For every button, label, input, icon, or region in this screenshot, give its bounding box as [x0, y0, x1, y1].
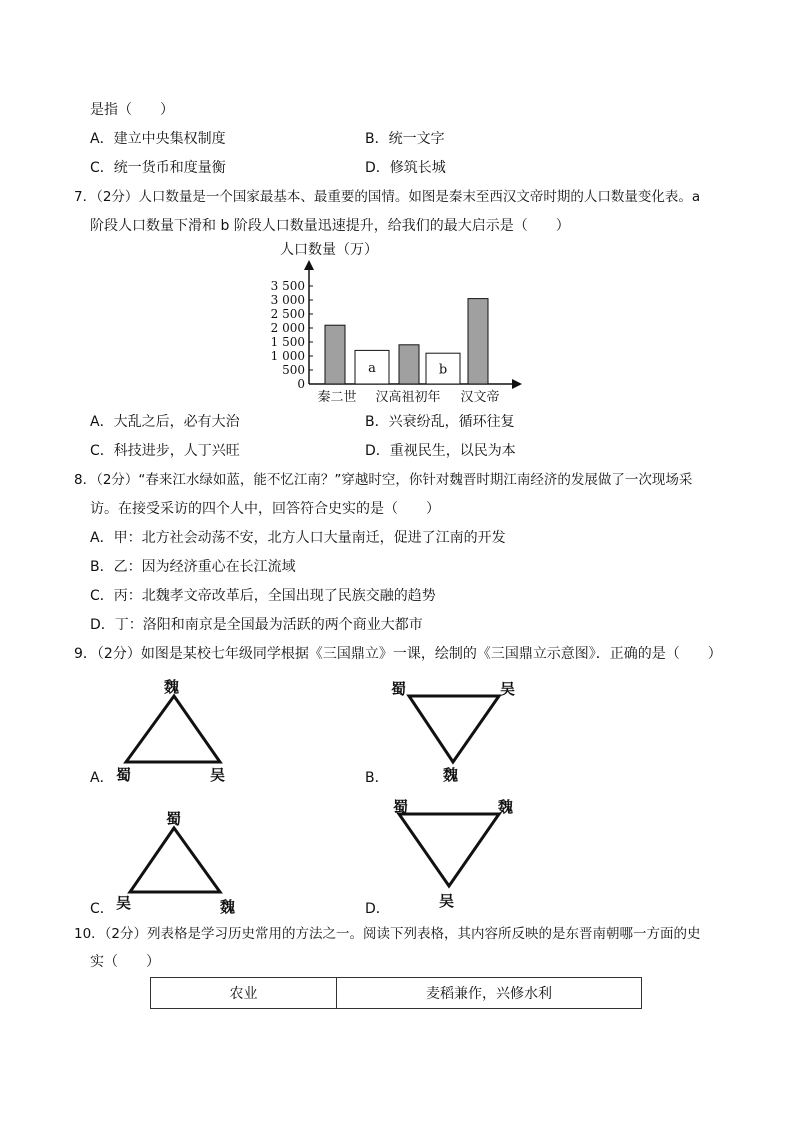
stage-label-b: b: [438, 362, 448, 378]
q9-a-right-label: 吴: [210, 766, 226, 784]
q7-option-d[interactable]: D．重视民生，以民为本: [365, 443, 516, 459]
bar-汉高祖初年: [399, 345, 419, 384]
y-tick-label: 0: [297, 377, 305, 391]
x-tick-label: 汉高祖初年: [375, 390, 441, 405]
q9-b-bottom-label: 魏: [443, 766, 459, 784]
y-axis-arrow: [304, 260, 314, 270]
y-axis-title: 人口数量（万）: [280, 242, 378, 258]
q6-option-a[interactable]: A．建立中央集权制度: [90, 131, 226, 147]
q9-d-bottom-label: 吴: [439, 892, 455, 910]
y-tick-label: 500: [282, 363, 305, 377]
q10-table-cell-category: 农业: [151, 978, 337, 1008]
q8-option-a[interactable]: A．甲：北方社会动荡不安，北方人口大量南迁，促进了江南的开发: [90, 530, 506, 546]
q6-stem-cont: 是指（ ）: [90, 102, 174, 118]
q8-option-b[interactable]: B．乙：因为经济重心在长江流域: [90, 559, 296, 575]
q9-a-left-label: 蜀: [116, 766, 132, 784]
q9-option-c-letter[interactable]: C．: [90, 901, 114, 917]
q9-option-a-diagram[interactable]: [110, 676, 250, 786]
q8-option-c[interactable]: C．丙：北魏孝文帝改革后，全国出现了民族交融的趋势: [90, 588, 436, 604]
q9-option-a-letter[interactable]: A．: [90, 770, 114, 786]
q9-stem: 9．（2分）如图是某校七年级同学根据《三国鼎立》一课，绘制的《三国鼎立示意图》．正确的是（ ）: [74, 646, 722, 662]
q9-option-d-letter[interactable]: D．: [365, 901, 390, 917]
q9-c-right-label: 魏: [220, 898, 236, 916]
y-tick-label: 2 500: [270, 307, 305, 321]
q9-d-right-label: 魏: [498, 798, 514, 816]
q7-stem-line1: 7．（2分）人口数量是一个国家最基本、最重要的国情。如图是秦末至西汉文帝时期的人口数量变化表。a: [74, 189, 701, 205]
x-axis-arrow: [512, 379, 522, 389]
q9-option-d-diagram[interactable]: [385, 794, 525, 914]
q10-table: [150, 977, 642, 1009]
y-tick-label: 1 000: [270, 349, 305, 363]
q10-table-cell-content: 麦稻兼作，兴修水利: [426, 986, 552, 1002]
q9-b-left-label: 蜀: [391, 680, 407, 698]
q9-option-b-letter[interactable]: B．: [365, 770, 389, 786]
q8-stem-line1: 8．（2分）“春来江水绿如蓝，能不忆江南？”穿越时空，你针对魏晋时期江南经济的发展做了一次现场采: [74, 472, 693, 488]
q7-stem-line2: 阶段人口数量下滑和 b 阶段人口数量迅速提升，给我们的最大启示是（ ）: [90, 218, 570, 234]
population-chart: [268, 238, 528, 408]
x-tick-label: 秦二世: [317, 390, 357, 405]
bar-秦二世: [325, 325, 345, 384]
q10-stem-line2: 实（ ）: [90, 954, 160, 970]
bar-汉文帝: [468, 299, 488, 384]
stage-label-a: a: [368, 361, 376, 377]
q9-option-c-diagram[interactable]: [110, 808, 250, 918]
q9-c-left-label: 吴: [116, 894, 132, 912]
q9-a-top-label: 魏: [164, 678, 180, 696]
q7-option-b[interactable]: B．兴衰纷乱，循环往复: [365, 414, 515, 430]
y-tick-label: 3 000: [270, 293, 305, 307]
q8-option-d[interactable]: D．丁：洛阳和南京是全国最为活跃的两个商业大都市: [90, 617, 423, 633]
x-tick-label: 汉文帝: [460, 390, 500, 405]
q8-stem-line2: 访。在接受采访的四个人中，回答符合史实的是（ ）: [90, 501, 440, 517]
q7-option-a[interactable]: A．大乱之后，必有大治: [90, 414, 240, 430]
q6-option-c[interactable]: C．统一货币和度量衡: [90, 160, 226, 176]
q10-stem-line1: 10．（2分）列表格是学习历史常用的方法之一。阅读下列表格，其内容所反映的是东晋南朝哪一方面的史: [74, 926, 701, 942]
q6-option-d[interactable]: D．修筑长城: [365, 160, 446, 176]
q9-c-top-label: 蜀: [166, 810, 182, 828]
y-tick-label: 2 000: [270, 321, 305, 335]
q9-b-right-label: 吴: [500, 680, 516, 698]
q7-option-c[interactable]: C．科技进步，人丁兴旺: [90, 443, 240, 459]
population-chart-svg: [268, 238, 528, 408]
q6-option-b[interactable]: B．统一文字: [365, 131, 445, 147]
y-tick-label: 3 500: [270, 279, 305, 293]
q9-d-left-label: 蜀: [393, 798, 409, 816]
q9-option-b-diagram[interactable]: [385, 676, 525, 786]
y-tick-label: 1 500: [270, 335, 305, 349]
